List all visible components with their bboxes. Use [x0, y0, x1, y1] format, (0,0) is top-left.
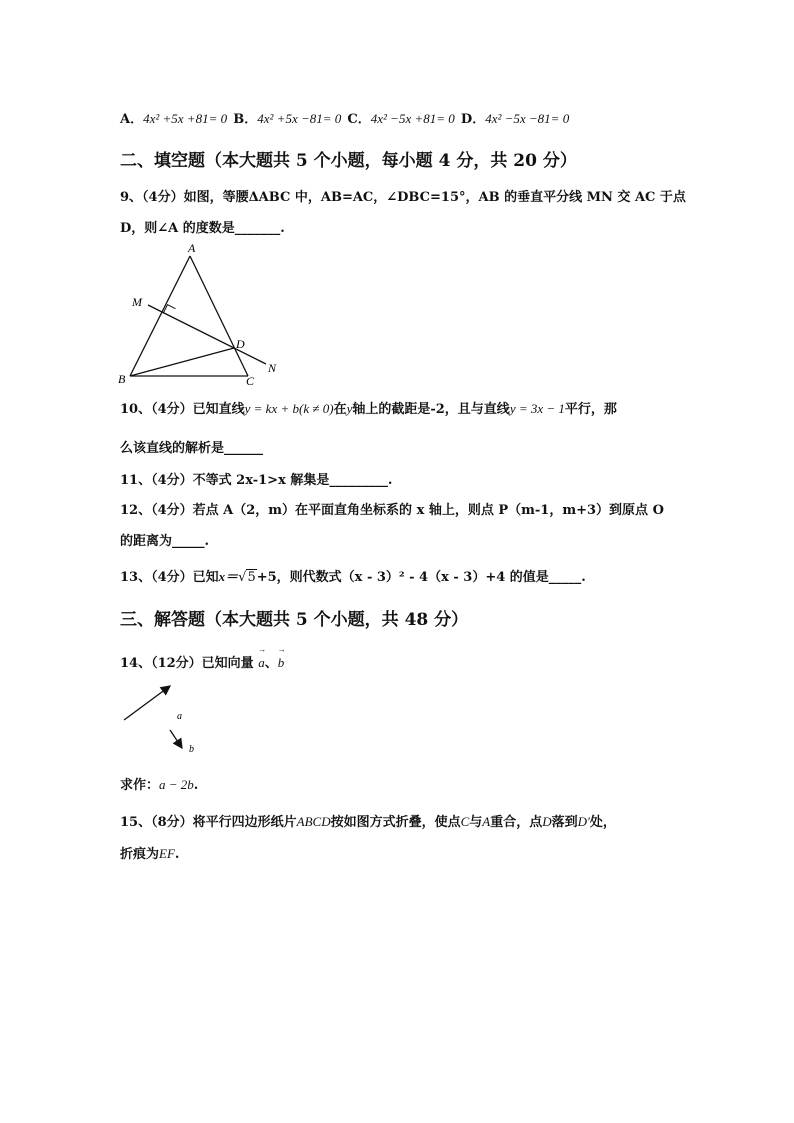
vector-a-arrow — [124, 686, 170, 720]
q15-line2 — [120, 843, 179, 862]
q10-y-axis: y — [346, 401, 353, 416]
section2-heading: 二、填空题（本大题共 5 个小题，每小题 4 分，共 20 分） — [120, 151, 577, 171]
q14-task-expression: a − 2b — [159, 777, 194, 792]
option-c-equation: 4x² −5x +81= 0 — [370, 111, 455, 126]
vector-b-label: b — [189, 744, 194, 755]
q15-text-2: 按如图方式折叠，使点 — [330, 815, 461, 830]
q14-task-end: . — [193, 778, 199, 793]
option-c-label: C． — [347, 112, 371, 127]
option-d-label: D． — [460, 112, 486, 127]
q11-line: 11、（4分）不等式 2x-1>x 解集是_________. — [120, 473, 393, 488]
q15-text-4: 重合，点 — [490, 815, 543, 830]
q14-separator: 、 — [264, 656, 278, 671]
label-n: N — [268, 361, 277, 375]
label-m: M — [132, 295, 142, 309]
section3-heading: 三、解答题（本大题共 5 个小题，共 48 分） — [120, 610, 469, 630]
q9-line2: D，则∠A 的度数是_______. — [120, 221, 285, 236]
q10-text-3: 轴上的截距是-2，且与直线 — [352, 402, 510, 417]
q10-text-2: 在 — [333, 402, 347, 417]
q15-text-8: . — [174, 847, 180, 862]
vector-b-symbol: → b — [278, 655, 285, 671]
q10-equation-1: y = kx + b(k ≠ 0) — [244, 401, 334, 416]
option-b-equation: 4x² +5x −81= 0 — [257, 111, 342, 126]
q8-options-line — [120, 108, 569, 127]
vector-a-label: a — [177, 711, 182, 722]
q15-text-7: 折痕为 — [120, 847, 160, 862]
q9-triangle-figure — [110, 240, 280, 390]
label-a: A — [188, 241, 196, 255]
q10-line2: 么该直线的解析是______ — [120, 441, 264, 456]
q13-text-2: +5，则代数式（x - 3）² - 4（x - 3）+4 的值是_____. — [256, 570, 586, 585]
q10-line1 — [120, 398, 617, 417]
vector-a-symbol: → a — [258, 655, 265, 671]
q9-line1: 9、（4分）如图，等腰ΔABC 中，AB=AC，∠DBC=15°，AB 的垂直平分线 MN 交 AC 于点 — [120, 190, 686, 205]
q13-line: 13、（4分）已知x＝√5+5，则代数式（x - 3）² - 4（x - 3）+4 的值是_____. — [120, 569, 586, 585]
q14-task-label: 求作： — [120, 778, 160, 793]
label-b: B — [118, 372, 126, 386]
q13-text-1: 13、（4分）已知 — [120, 570, 219, 585]
q15-point-c: C — [460, 814, 470, 829]
q15-abcd: ABCD — [296, 814, 331, 829]
q12-line1: 12、（4分）若点 A（2，m）在平面直角坐标系的 x 轴上，则点 P（m-1，m+3）到原点 O — [120, 503, 664, 518]
segment-bd — [130, 348, 234, 376]
label-d: D — [236, 337, 245, 351]
q15-text-3: 与 — [469, 815, 483, 830]
q10-text-4: 平行，那 — [564, 402, 617, 417]
side-ab — [130, 256, 190, 376]
label-c: C — [246, 374, 255, 388]
q14-text: 14、（12分）已知向量 — [120, 656, 254, 671]
q15-text-1: 15、（8分）将平行四边形纸片 — [120, 815, 297, 830]
q10-equation-2: y = 3x − 1 — [509, 401, 565, 416]
q15-text-5: 落到 — [551, 815, 578, 830]
q13-sqrt-value: 5 — [247, 570, 256, 585]
option-a-label: A． — [120, 112, 144, 127]
q12-line2: 的距离为_____. — [120, 534, 210, 549]
q15-point-d: D — [542, 814, 552, 829]
option-d-equation: 4x² −5x −81= 0 — [485, 111, 570, 126]
option-b-label: B． — [233, 112, 258, 127]
option-a-equation: 4x² +5x +81= 0 — [143, 111, 228, 126]
q15-point-dprime: D′ — [577, 814, 590, 829]
q15-line1 — [120, 811, 616, 830]
q14-task-line — [120, 774, 198, 793]
q15-fold-ef: EF — [159, 846, 175, 861]
q14-line — [120, 652, 284, 671]
vector-b-arrow — [170, 730, 182, 748]
q15-text-6: 处， — [589, 815, 616, 830]
q13-x-eq: x＝ — [218, 569, 239, 584]
q10-text-1: 10、（4分）已知直线 — [120, 402, 245, 417]
q14-vector-figure — [118, 680, 218, 760]
q15-point-a: A — [482, 814, 491, 829]
